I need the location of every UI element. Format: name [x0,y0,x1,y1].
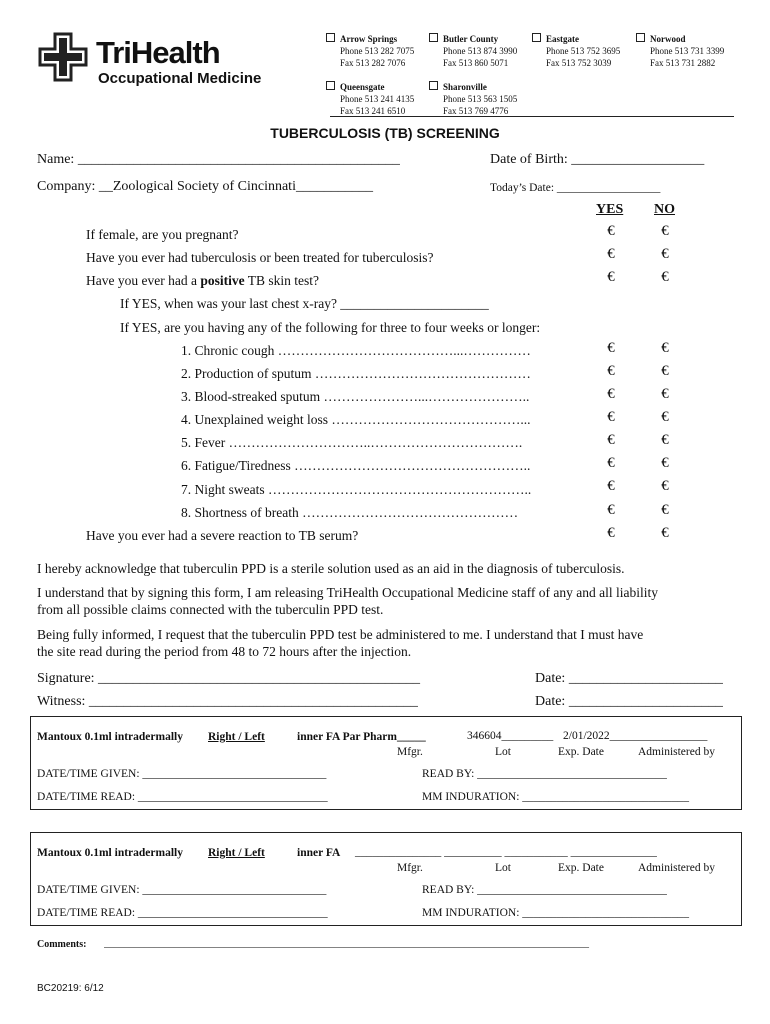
checkbox[interactable] [429,81,438,90]
brand-name: TriHealth [96,35,220,70]
header-divider [330,116,734,117]
question-pregnant: If female, are you pregnant? [86,227,239,242]
no-header: NO [654,202,675,217]
location-queensgate[interactable]: Queensgate Phone 513 241 4135 Fax 513 241 6510 [326,81,414,117]
comments-label: Comments: [37,939,87,950]
lot-label: Lot [495,862,511,874]
yes-checkbox[interactable]: € [607,223,615,239]
no-checkbox[interactable]: € [661,246,669,262]
todays-date-field[interactable]: Today’s Date: __________________ [490,182,661,194]
yes-checkbox[interactable]: € [607,478,615,494]
read-by-field[interactable]: READ BY: _________________________________ [422,768,667,780]
brand-subtitle: Occupational Medicine [98,70,262,87]
yes-checkbox[interactable]: € [607,386,615,402]
date-time-given-field[interactable]: DATE/TIME GIVEN: ________________________________ [37,768,327,780]
location-arrow-springs[interactable]: Arrow Springs Phone 513 282 7075 Fax 513 282 7076 [326,33,414,69]
symptom-fatigue: 6. Fatigue/Tiredness …………………………………………….. [181,458,531,473]
symptom-sputum: 2. Production of sputum ………………………………………… [181,366,531,381]
yes-checkbox[interactable]: € [607,363,615,379]
question-symptoms: If YES, are you having any of the following for three to four weeks or longer: [120,320,541,335]
form-code: BC20219: 6/12 [37,983,104,994]
signature-field[interactable]: Signature: ______________________________________________ [37,671,421,686]
question-severe-reaction: Have you ever had a severe reaction to TB serum? [86,528,359,543]
mm-induration-field[interactable]: MM INDURATION: _____________________________ [422,791,690,803]
administered-by-label: Administered by [638,862,715,874]
no-checkbox[interactable]: € [661,502,669,518]
consent-request-line1: Being fully informed, I request that the tuberculin PPD test be administered to me. I understand that I must have [37,627,644,642]
location-eastgate[interactable]: Eastgate Phone 513 752 3695 Fax 513 752 3039 [532,33,620,69]
site-right-left[interactable]: Right / Left [208,731,265,743]
exp-date-label: Exp. Date [558,746,604,758]
lot-number-value[interactable]: 346604_________ [467,730,554,742]
question-positive-test: Have you ever had a positive TB skin test? [86,273,319,288]
checkbox[interactable] [532,33,541,42]
yes-checkbox[interactable]: € [607,502,615,518]
symptom-night-sweats: 7. Night sweats ………………………………………………….. [181,482,532,497]
no-checkbox[interactable]: € [661,223,669,239]
consent-acknowledge: I hereby acknowledge that tuberculin PPD is a sterile solution used as an aid in the diagnosis of tuberculosis. [37,561,625,576]
name-field[interactable]: Name: ______________________________________________ [37,152,400,167]
exp-date-value[interactable]: 2/01/2022_________________ [563,730,708,742]
consent-request-line2: the site read during the period from 48 to 72 hours after the injection. [37,644,412,659]
yes-checkbox[interactable]: € [607,455,615,471]
no-checkbox[interactable]: € [661,455,669,471]
consent-release-line2: from all possible claims connected with the tuberculin PPD test. [37,602,384,617]
mfgr-label: Mfgr. [397,862,423,874]
yes-checkbox[interactable]: € [607,269,615,285]
checkbox[interactable] [326,33,335,42]
inner-fa-label: inner FA [297,847,341,859]
question-last-xray[interactable]: If YES, when was your last chest x-ray? ______________________ [120,296,489,311]
symptom-weight-loss: 4. Unexplained weight loss ……………………………………... [181,412,531,427]
exp-date-label: Exp. Date [558,862,604,874]
yes-checkbox[interactable]: € [607,246,615,262]
dob-field[interactable]: Date of Birth: ___________________ [490,152,705,167]
witness-date-field[interactable]: Date: ______________________ [535,694,723,709]
date-time-read-field[interactable]: DATE/TIME READ: _________________________________ [37,791,328,803]
yes-checkbox[interactable]: € [607,525,615,541]
symptom-fever: 5. Fever …………………………..……………………………. [181,435,523,450]
administered-by-label: Administered by [638,746,715,758]
date-time-read-field[interactable]: DATE/TIME READ: _________________________________ [37,907,328,919]
yes-checkbox[interactable]: € [607,432,615,448]
yes-checkbox[interactable]: € [607,340,615,356]
comments-field[interactable]: _________________________________________________________________________________________________ [104,938,589,949]
consent-release-line1: I understand that by signing this form, I am releasing TriHealth Occupational Medicine staff of any and all liability [37,585,658,600]
checkbox[interactable] [636,33,645,42]
inner-fa-manufacturer[interactable]: inner FA Par Pharm_____ [297,731,426,743]
no-checkbox[interactable]: € [661,363,669,379]
trihealth-cross-logo [38,32,88,82]
symptom-blood-sputum: 3. Blood-streaked sputum …………………...………………….. [181,389,530,404]
no-checkbox[interactable]: € [661,409,669,425]
read-by-field[interactable]: READ BY: _________________________________ [422,884,667,896]
mfgr-label: Mfgr. [397,746,423,758]
signature-date-field[interactable]: Date: ______________________ [535,671,723,686]
location-butler-county[interactable]: Butler County Phone 513 874 3990 Fax 513 860 5071 [429,33,517,69]
witness-field[interactable]: Witness: _______________________________________________ [37,694,418,709]
company-field[interactable]: Company: __Zoological Society of Cincinnati___________ [37,179,373,194]
yes-checkbox[interactable]: € [607,409,615,425]
no-checkbox[interactable]: € [661,525,669,541]
no-checkbox[interactable]: € [661,386,669,402]
form-title: TUBERCULOSIS (TB) SCREENING [270,125,500,141]
checkbox[interactable] [429,33,438,42]
yes-header: YES [596,202,624,217]
symptom-shortness-breath: 8. Shortness of breath ………………………………………… [181,505,519,520]
mantoux-label: Mantoux 0.1ml intradermally [37,847,183,859]
question-had-tb: Have you ever had tuberculosis or been treated for tuberculosis? [86,250,434,265]
lot-label: Lot [495,746,511,758]
mantoux-label: Mantoux 0.1ml intradermally [37,731,183,743]
symptom-chronic-cough: 1. Chronic cough …………………………………...…………… [181,343,531,358]
no-checkbox[interactable]: € [661,340,669,356]
location-sharonville[interactable]: Sharonville Phone 513 563 1505 Fax 513 769 4776 [429,81,517,117]
site-right-left[interactable]: Right / Left [208,847,265,859]
checkbox[interactable] [326,81,335,90]
mm-induration-field[interactable]: MM INDURATION: _____________________________ [422,907,690,919]
location-norwood[interactable]: Norwood Phone 513 731 3399 Fax 513 731 2882 [636,33,724,69]
no-checkbox[interactable]: € [661,432,669,448]
date-time-given-field[interactable]: DATE/TIME GIVEN: ________________________________ [37,884,327,896]
no-checkbox[interactable]: € [661,478,669,494]
mfgr-lot-exp-admin-blanks[interactable]: _______________ __________ ___________ _______________ [355,846,657,858]
no-checkbox[interactable]: € [661,269,669,285]
